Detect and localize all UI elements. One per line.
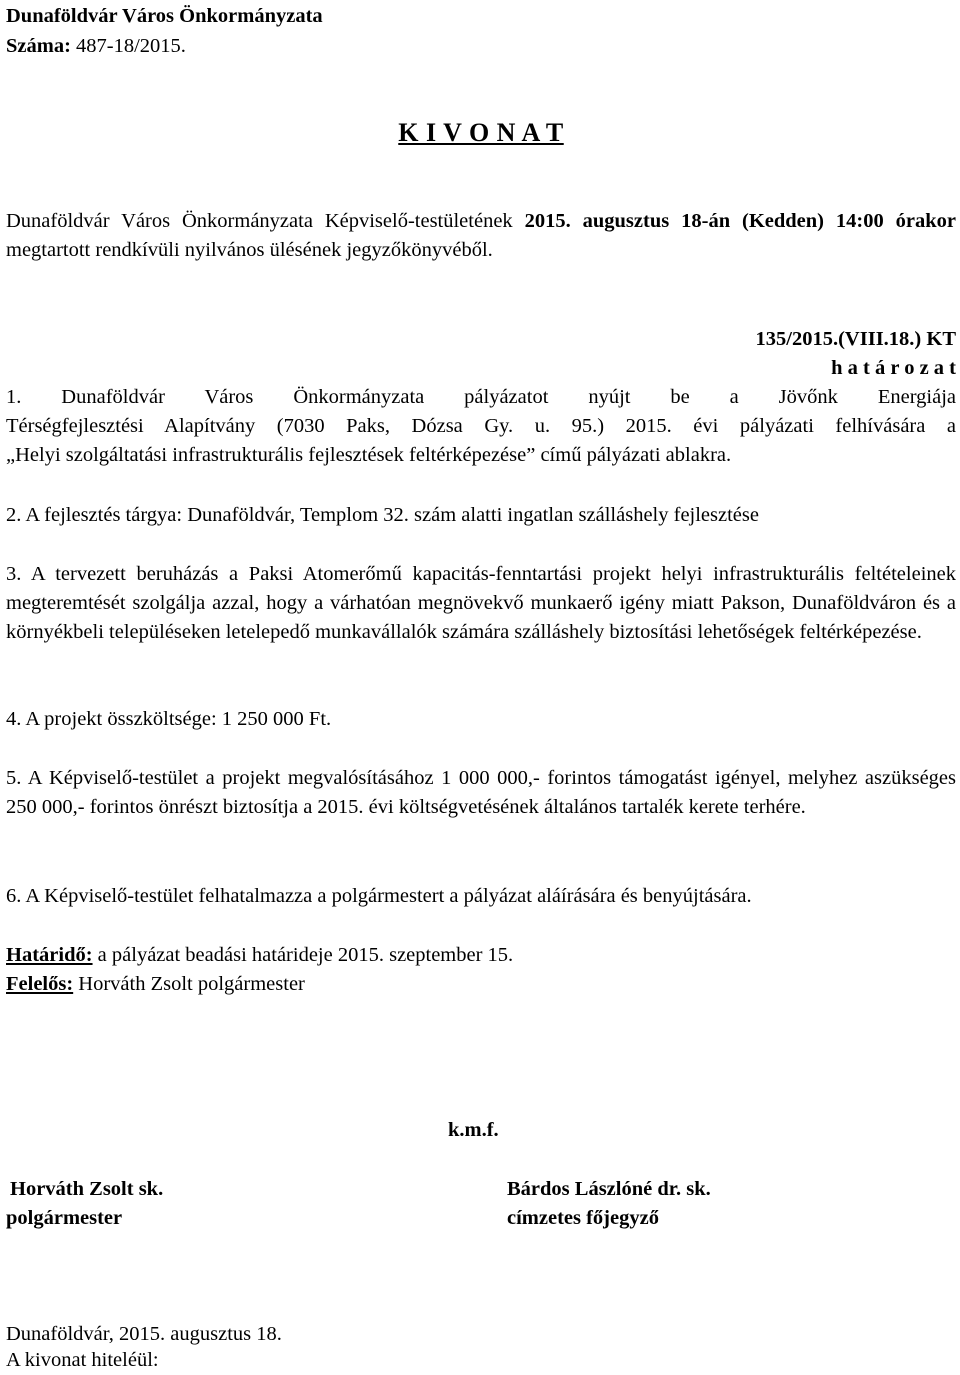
responsible-text: Horváth Zsolt polgármester: [73, 973, 305, 995]
responsible-line: [6, 970, 305, 999]
responsible-label: Felelős:: [6, 973, 74, 995]
point-3: 3. A tervezett beruházás a Paksi Atomerőmű kapacitás-fenntartási projekt helyi infrastrukturális feltételeinek megteremtését szolgálja azzal, hogy a várhatóan megnövekvő munkaerő igény miatt Pakson, Dunaföldváron és a környékbeli településeken letelepedő munkavállalók számára szálláshely biztosítási lehetőségek feltérképezése.: [6, 563, 956, 643]
kmf-mark: k.m.f.: [448, 1119, 499, 1141]
footer-place-date: Dunaföldvár, 2015. augusztus 18.: [6, 1323, 282, 1345]
signatory-right-name: Bárdos Lászlóné dr. sk.: [507, 1178, 711, 1200]
point-5: 5. A Képviselő-testület a projekt megvalósításához 1 000 000,- forintos támogatást igényel, melyhez aszükséges 250 000,- forintos önrészt biztosítja a 2015. évi költségvetésének általános tartalék kerete terhére.: [6, 767, 956, 818]
point-4: 4. A projekt összköltsége: 1 250 000 Ft.: [6, 708, 332, 730]
resolution-label: h a t á r o z a t: [831, 357, 956, 379]
intro-part2: megtartott rendkívüli nyilvános ülésének jegyzőkönyvéből.: [6, 239, 493, 261]
point-6: 6. A Képviselő-testület felhatalmazza a polgármestert a pályázat aláírására és benyújtására.: [6, 885, 752, 907]
point-1-line-3: „Helyi szolgáltatási infrastrukturális fejlesztések feltérképezése” című pályázati ablakra.: [6, 444, 732, 466]
deadline-text: a pályázat beadási határideje 2015. szeptember 15.: [92, 944, 514, 966]
resolution-number: 135/2015.(VIII.18.) KT: [755, 328, 956, 350]
footer-certified: A kivonat hiteléül:: [6, 1349, 159, 1371]
signatory-right-title: címzetes főjegyző: [507, 1207, 659, 1229]
signatory-left-title: polgármester: [6, 1207, 123, 1229]
reference-number: 487-18/2015.: [76, 35, 186, 57]
deadline-line: [6, 941, 513, 970]
intro-part1: Dunaföldvár Város Önkormányzata Képviselő-testületének: [6, 210, 525, 232]
point-2: 2. A fejlesztés tárgya: Dunaföldvár, Templom 32. szám alatti ingatlan szálláshely fejlesztése: [6, 504, 759, 526]
signatory-left-name: Horváth Zsolt sk.: [10, 1178, 164, 1200]
reference-label: Száma:: [6, 35, 71, 57]
reference-line: [6, 32, 186, 61]
meeting-date: 2015. augusztus 18-án (Kedden) 14:00 órakor: [524, 210, 956, 232]
point-1-line-1: 1. Dunaföldvár Város Önkormányzata pályázatot nyújt be a Jövőnk Energiája: [6, 386, 956, 408]
organization-name: Dunaföldvár Város Önkormányzata: [6, 5, 323, 27]
deadline-label: Határidő:: [6, 944, 93, 966]
document-title: K I V O N A T: [398, 118, 564, 147]
point-1-line-2: Térségfejlesztési Alapítvány (7030 Paks, Dózsa Gy. u. 95.) 2015. évi pályázati felhívására a: [6, 415, 956, 437]
intro-paragraph: [6, 207, 956, 265]
